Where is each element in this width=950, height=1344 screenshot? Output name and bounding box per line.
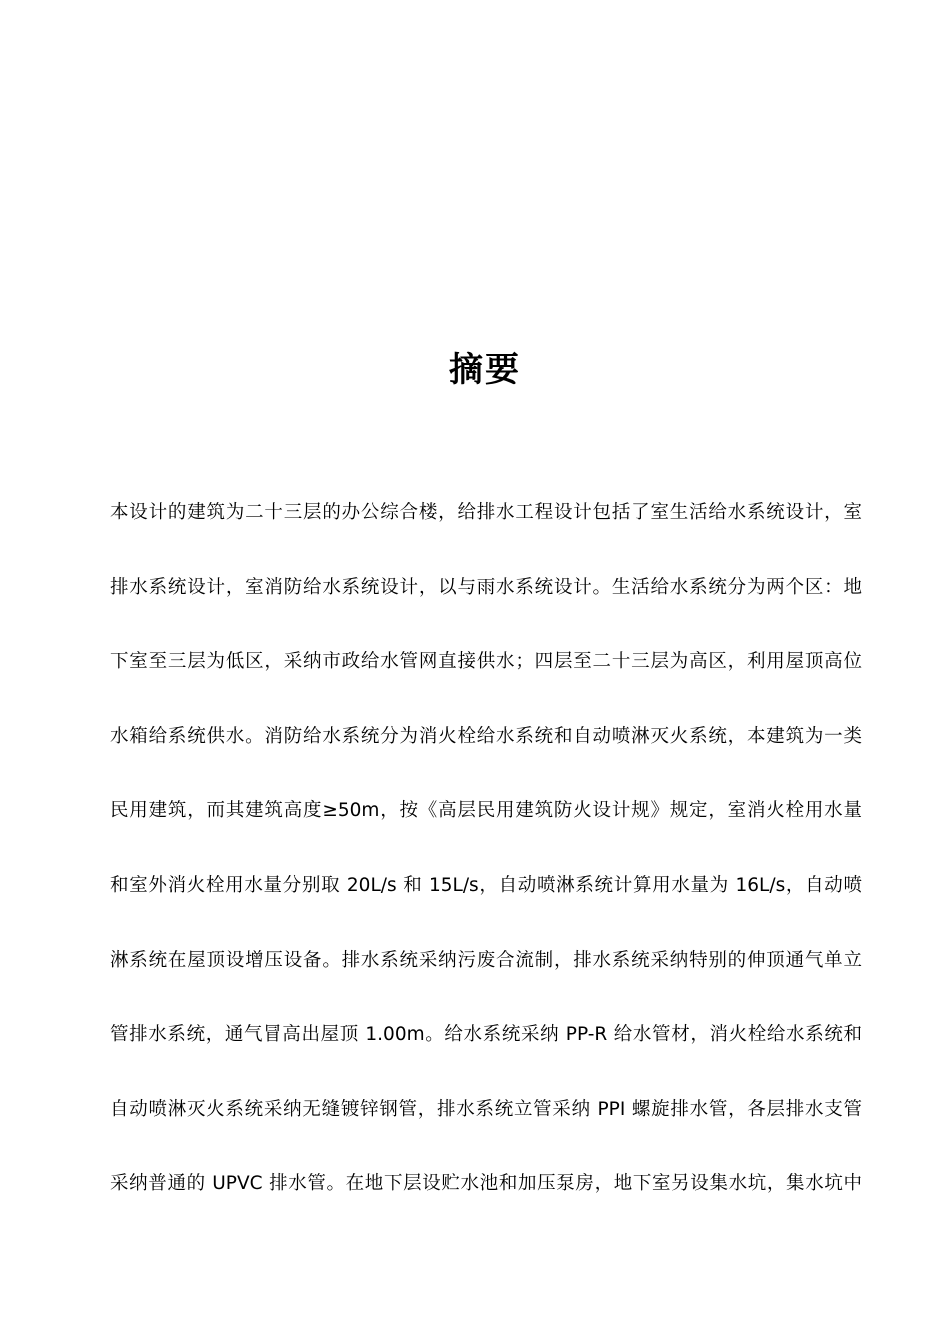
abstract-line: 下室至三层为低区，采纳市政给水管网直接供水；四层至二十三层为高区，利用屋顶高位: [110, 651, 862, 673]
abstract-body: [110, 494, 862, 1240]
abstract-line: 本设计的建筑为二十三层的办公综合楼，给排水工程设计包括了室生活给水系统设计，室: [110, 502, 862, 523]
abstract-line: 排水系统设计，室消防给水系统设计，以与雨水系统设计。生活给水系统分为两个区：地: [110, 576, 862, 598]
abstract-line: 和室外消火栓用水量分别取 20L/s 和 15L/s，自动喷淋系统计算用水量为 16L/s，自动喷: [110, 874, 862, 896]
abstract-line: 淋系统在屋顶设增压设备。排水系统采纳污废合流制，排水系统采纳特别的伸顶通气单立: [110, 949, 862, 971]
abstract-line: 自动喷淋灭火系统采纳无缝镀锌钢管，排水系统立管采纳 PPI 螺旋排水管，各层排水支管: [110, 1098, 862, 1120]
abstract-line: 民用建筑，而其建筑高度≥50m，按《高层民用建筑防火设计规》规定，室消火栓用水量: [110, 800, 862, 822]
abstract-line: 管排水系统，通气冒高出屋顶 1.00m。给水系统采纳 PP-R 给水管材，消火栓给水系统和: [110, 1024, 862, 1046]
abstract-line: 采纳普通的 UPVC 排水管。在地下层设贮水池和加压泵房，地下室另设集水坑，集水坑中: [110, 1173, 862, 1195]
abstract-line: 水箱给系统供水。消防给水系统分为消火栓给水系统和自动喷淋灭火系统，本建筑为一类: [110, 725, 862, 747]
page-title: 摘要: [449, 350, 521, 390]
